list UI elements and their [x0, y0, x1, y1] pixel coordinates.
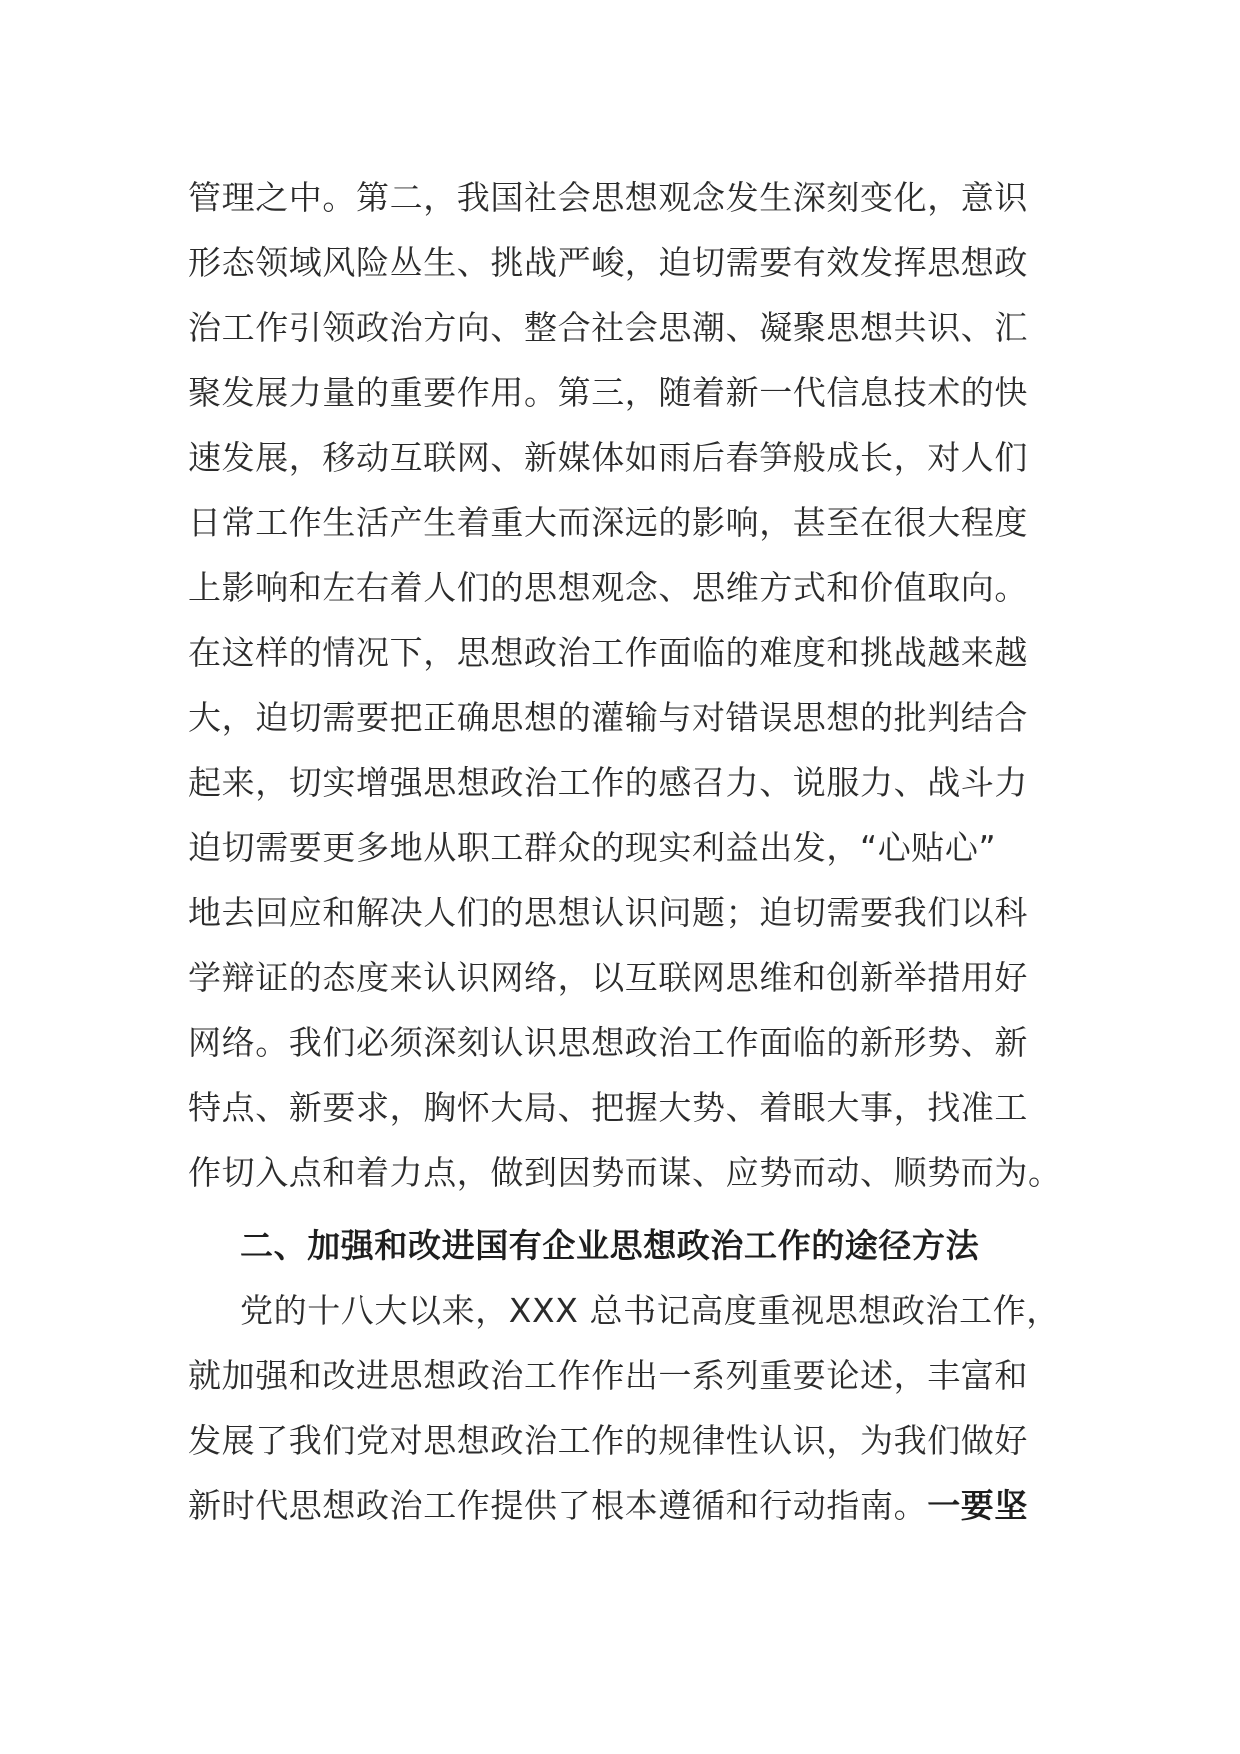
text-line: 管理之中。第二，我国社会思想观念发生深刻变化，意识	[188, 178, 1028, 217]
text-segment: 新时代思想政治工作提供了根本遵循和行动指南。	[188, 1486, 928, 1525]
emphasis-text: 一要坚	[927, 1486, 1029, 1525]
text-line: 迫切需要更多地从职工群众的现实利益出发，“心贴心”	[188, 828, 997, 867]
section-heading: 二、加强和改进国有企业思想政治工作的途径方法	[240, 1226, 980, 1265]
text-line: 在这样的情况下，思想政治工作面临的难度和挑战越来越	[188, 633, 1028, 672]
paragraph-situation-analysis	[188, 165, 1062, 1205]
text-line: 网络。我们必须深刻认识思想政治工作面临的新形势、新	[188, 1023, 1028, 1062]
text-line: 作切入点和着力点，做到因势而谋、应势而动、顺势而为。	[188, 1153, 1062, 1192]
text-line: 学辩证的态度来认识网络，以互联网思维和创新举措用好	[188, 958, 1028, 997]
text-line: 日常工作生活产生着重大而深远的影响，甚至在很大程度	[188, 503, 1028, 542]
paragraph-methods-intro	[188, 1278, 1060, 1538]
text-line: 起来，切实增强思想政治工作的感召力、说服力、战斗力	[188, 763, 1028, 802]
document-body	[188, 165, 1062, 1538]
text-line: 党的十八大以来，XXX 总书记高度重视思想政治工作，	[240, 1291, 1060, 1330]
text-line: 大，迫切需要把正确思想的灌输与对错误思想的批判结合	[188, 698, 1028, 737]
text-line: 就加强和改进思想政治工作作出一系列重要论述，丰富和	[188, 1356, 1028, 1395]
text-line: 形态领域风险丛生、挑战严峻，迫切需要有效发挥思想政	[188, 243, 1028, 282]
text-line: 速发展，移动互联网、新媒体如雨后春笋般成长，对人们	[188, 438, 1028, 477]
text-line	[188, 1473, 1053, 1538]
text-line: 治工作引领政治方向、整合社会思潮、凝聚思想共识、汇	[188, 308, 1028, 347]
text-line: 发展了我们党对思想政治工作的规律性认识，为我们做好	[188, 1421, 1028, 1460]
text-line: 上影响和左右着人们的思想观念、思维方式和价值取向。	[188, 568, 1028, 607]
text-line: 特点、新要求，胸怀大局、把握大势、着眼大事，找准工	[188, 1088, 1028, 1127]
text-line: 聚发展力量的重要作用。第三，随着新一代信息技术的快	[188, 373, 1028, 412]
text-line: 地去回应和解决人们的思想认识问题；迫切需要我们以科	[188, 893, 1028, 932]
